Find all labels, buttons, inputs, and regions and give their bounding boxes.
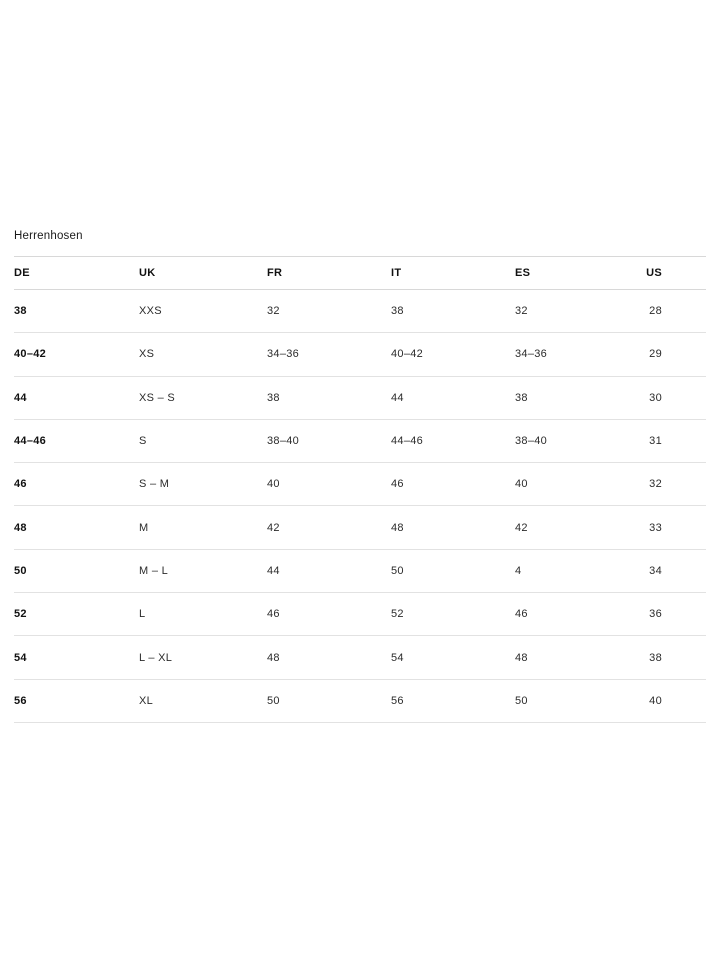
cell-uk: XL (139, 679, 267, 722)
table-caption: Herrenhosen (14, 230, 83, 242)
cell-us: 34 (639, 549, 706, 592)
cell-de: 48 (14, 506, 139, 549)
cell-de: 50 (14, 549, 139, 592)
cell-es: 50 (515, 679, 639, 722)
cell-uk: S (139, 419, 267, 462)
cell-it: 44–46 (391, 419, 515, 462)
cell-it: 54 (391, 636, 515, 679)
cell-fr: 48 (267, 636, 391, 679)
column-header-us: US (639, 257, 706, 290)
table-row (14, 333, 706, 376)
cell-fr: 42 (267, 506, 391, 549)
column-header-uk: UK (139, 257, 267, 290)
cell-uk: XS – S (139, 376, 267, 419)
table-row (14, 290, 706, 333)
cell-de: 56 (14, 679, 139, 722)
cell-es: 38–40 (515, 419, 639, 462)
cell-uk: L – XL (139, 636, 267, 679)
table-row (14, 419, 706, 462)
table-row (14, 463, 706, 506)
cell-de: 54 (14, 636, 139, 679)
column-header-de: DE (14, 257, 139, 290)
table-row (14, 593, 706, 636)
cell-de: 52 (14, 593, 139, 636)
table-row (14, 549, 706, 592)
cell-us: 28 (639, 290, 706, 333)
cell-it: 56 (391, 679, 515, 722)
cell-de: 46 (14, 463, 139, 506)
cell-es: 42 (515, 506, 639, 549)
cell-es: 46 (515, 593, 639, 636)
column-header-it: IT (391, 257, 515, 290)
cell-es: 40 (515, 463, 639, 506)
cell-de: 44 (14, 376, 139, 419)
cell-us: 30 (639, 376, 706, 419)
cell-us: 38 (639, 636, 706, 679)
cell-uk: L (139, 593, 267, 636)
table-row (14, 679, 706, 722)
table-body (14, 290, 706, 723)
cell-it: 46 (391, 463, 515, 506)
cell-uk: M (139, 506, 267, 549)
cell-fr: 50 (267, 679, 391, 722)
cell-fr: 38–40 (267, 419, 391, 462)
cell-de: 38 (14, 290, 139, 333)
column-header-fr: FR (267, 257, 391, 290)
cell-es: 34–36 (515, 333, 639, 376)
cell-uk: S – M (139, 463, 267, 506)
cell-es: 32 (515, 290, 639, 333)
cell-it: 50 (391, 549, 515, 592)
cell-fr: 32 (267, 290, 391, 333)
table-header-row (14, 257, 706, 290)
cell-es: 48 (515, 636, 639, 679)
column-header-es: ES (515, 257, 639, 290)
table-header (14, 257, 706, 290)
table-row (14, 636, 706, 679)
cell-it: 40–42 (391, 333, 515, 376)
size-conversion-table (14, 256, 706, 723)
cell-es: 4 (515, 549, 639, 592)
cell-us: 40 (639, 679, 706, 722)
cell-fr: 40 (267, 463, 391, 506)
cell-fr: 46 (267, 593, 391, 636)
cell-us: 33 (639, 506, 706, 549)
cell-us: 29 (639, 333, 706, 376)
cell-fr: 44 (267, 549, 391, 592)
cell-it: 38 (391, 290, 515, 333)
cell-uk: M – L (139, 549, 267, 592)
table-row (14, 506, 706, 549)
cell-us: 31 (639, 419, 706, 462)
cell-fr: 34–36 (267, 333, 391, 376)
cell-uk: XXS (139, 290, 267, 333)
size-table-block (14, 228, 706, 723)
cell-fr: 38 (267, 376, 391, 419)
cell-it: 48 (391, 506, 515, 549)
cell-de: 44–46 (14, 419, 139, 462)
cell-it: 44 (391, 376, 515, 419)
cell-it: 52 (391, 593, 515, 636)
cell-es: 38 (515, 376, 639, 419)
table-row (14, 376, 706, 419)
cell-us: 32 (639, 463, 706, 506)
cell-uk: XS (139, 333, 267, 376)
cell-de: 40–42 (14, 333, 139, 376)
cell-us: 36 (639, 593, 706, 636)
